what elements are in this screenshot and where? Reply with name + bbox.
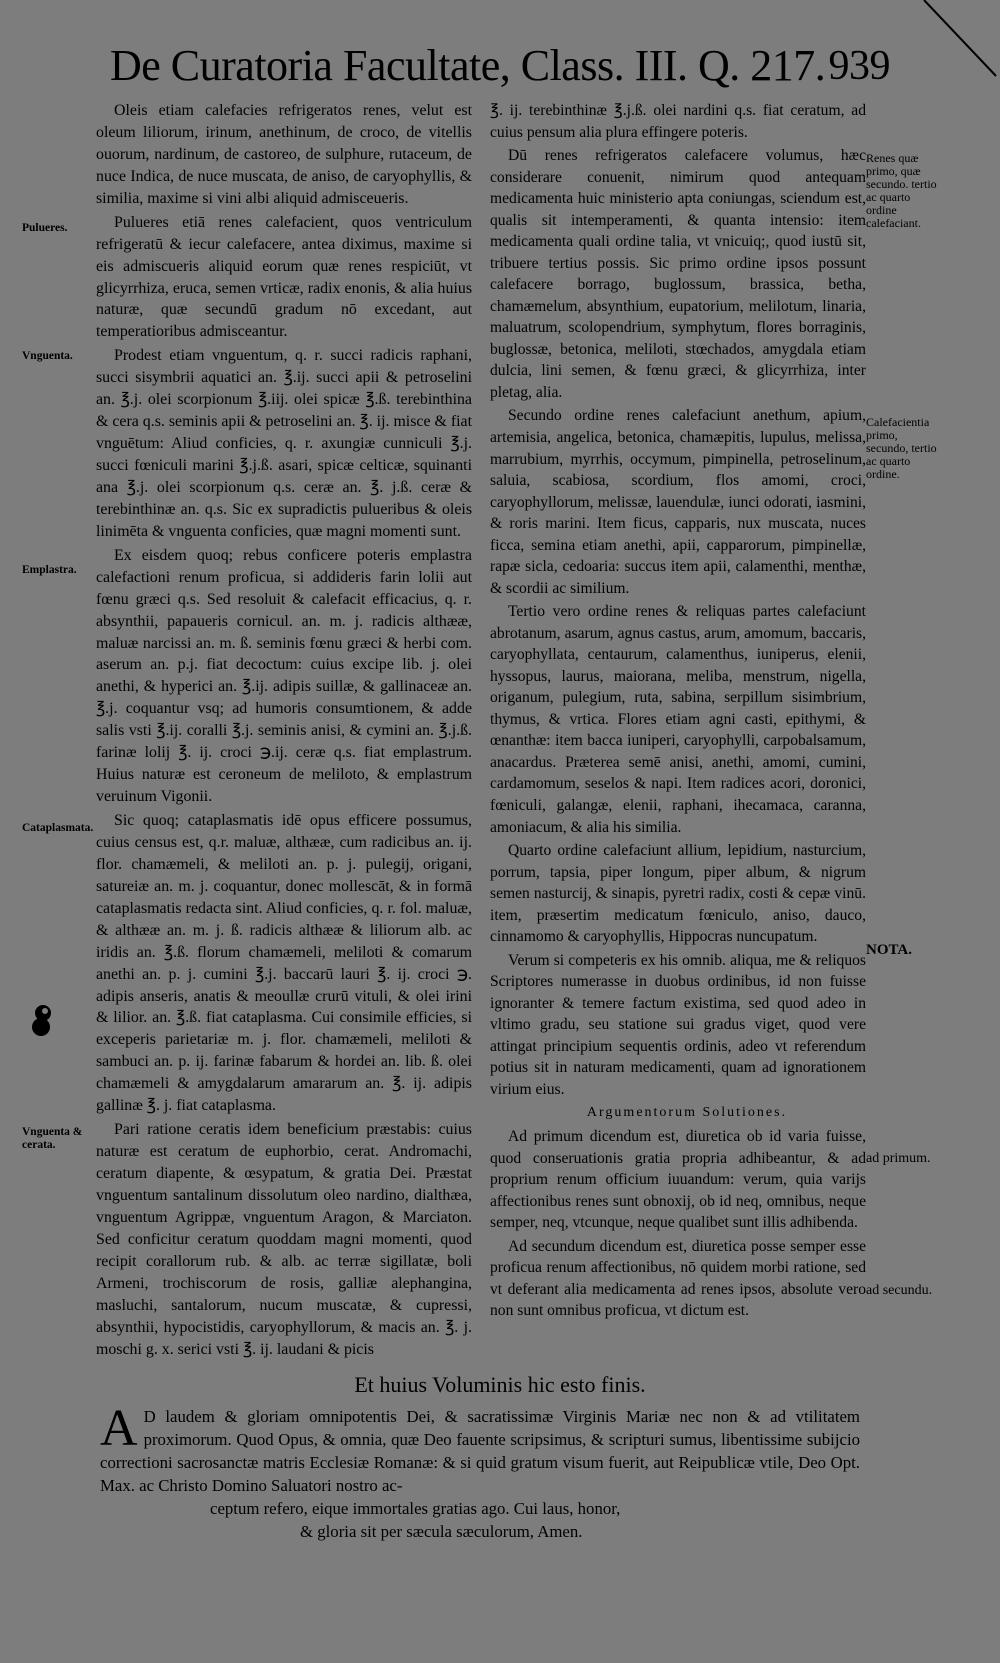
volume-end-heading: Et huius Voluminis hic esto finis. [354,1372,646,1397]
paragraph: Secundo ordine renes calefaciunt anethum, apium, artemisia, angelica, betonica, chamæpitis, lupulus, melissa, marrubium, myrrhis, occymum, pimpinella, petroselinum, saluia, scabiosa, scordium, flos amomi, croci, caryophyllorum, melissæ, lauendulæ, iunci odorati, iasmini, & roris marini. Item ficus, capparis, nux muscata, nuces ficca, semina etiam anethi, apii, capparorum, pimpinellæ, rapæ sicla, cedoaria: succus item apii, calamenthi, menthæ, & scordii ac similium. [490,407,866,597]
paragraph: Pari ratione ceratis idem beneficium præstabis: cuius naturæ est ceratum de euphorbio, cerat. Andromachi, ceratum diapente, & œsypatum, & gratia Dei. Præstat vnguentum santalinum dissolutum oleo nardino, dialthæa, vnguentum Agrippæ, vnguentum Aragon, & Marciaton. Sed conficitur ceratum quoddam magni momenti, quod recipit corallorum rub. & alb. ac terræ sigillatæ, boli Armeni, trochiscorum de rosis, galliæ alephangina, masluchi, santalorum, nucum muscatæ, & cupressi, absynthii, hypocistidis, caryophyllorum, & macis an. ℥. j. moschi g. x. serici vsti ℥. ij. laudani & picis [96,1121,472,1358]
right-column [490,100,866,1324]
paragraph: Tertio vero ordine renes & reliquas partes calefaciunt abrotanum, asarum, agnus castus, arum, amomum, baccaris, caryophyllata, centaurum, calamenthus, iuniperus, elenii, hyssopus, laurus, maiorana, meliba, menstrum, nigella, origanum, pulegium, ruta, sabina, serpillum sisimbrium, thymus, & vrtica. Flores etiam agni casti, epithymi, & œnanthæ: item bacca iuniperi, caryophylli, carpobalsamum, anacardus. Præterea semē anisi, anethi, amomi, cumini, cardamomum, seselos & napi. Item radices acori, doronici, fœniculi, galangæ, elenii, raphani, ihecamaca, caranna, amoniacum, & alia his similia. [490,603,866,836]
left-column [96,100,472,1362]
page-number: 939 [828,43,890,89]
margin-note-ad-secundum: ad secundu. [866,1283,933,1298]
margin-note-renes: Renes quæ primo, quæ secundo. tertio ac quarto ordine calefaciant. [866,151,937,230]
page-title: De Curatoria Facultate, Class. III. Q. 217. [110,41,826,90]
margin-note-nota: NOTA. [866,942,912,958]
margin-note-calefacientia: Calefacientia primo, secundo, tertio ac quarto ordine. [866,415,937,481]
margin-note-vnguenta-cerata: Vnguenta & cerata. [22,1126,83,1151]
margin-note-ad-primum: ad primum. [866,1151,931,1166]
paragraph: Quarto ordine calefaciunt allium, lepidium, nasturcium, porrum, tapsia, piper longum, piper album, & nigrum semen nasturcij, & sinapis, pyretri radix, costi & cepæ vinū. item, præsertim medicatum fœniculo, aniso, dauco, cinnamomo & caryophyllis, Hippocras nuncupatum. [490,842,866,946]
paragraph: Ad secundum dicendum est, diuretica posse semper esse proficua renum affectionibus, nō quidem morbi ratione, sed vt deferant alia medicamenta ad renes ipsos, absolute vero non sunt omnibus proficua, vt dictum est. [490,1237,866,1320]
ornament-mark [26,1000,60,1038]
paragraph: Pulueres etiā renes calefacient, quos ventriculum refrigeratū & iecur calefacere, antea diximus, maxime si eis admiscueris aliquid eorum quæ renes respiciūt, vt glicyrrhiza, eruca, semen vrticæ, radix enonis, & alia huius naturæ, quæ secundū gradum nō excedant, aut temperatioribus admisceantur. [96,213,472,341]
paragraph: ℥. ij. terebinthinæ ℥.j.ß. olei nardini q.s. fiat ceratum, ad cuius pensum alia plura effingere poteris. [490,102,866,141]
margin-note-vnguenta: Vnguenta. [22,350,73,362]
page-edge-line [920,0,1000,80]
paragraph: Dū renes refrigeratos calefacere volumus, hæc considerare conuenit, nimirum quod antequam medicamenta huic ministerio apta coniungas, sciendum est, qualis sit intemperamenti, & quanta intensio: item medicamenta quali ordine talia, vt vnicuiq;, quod iustū sit, tribuere tertius possis. Sic primo ordine ipsos possunt calefacere borrago, buglossum, brassica, betha, chamæmelum, absynthium, eupatorium, melilotum, linaria, maluatrum, scolopendrium, symphytum, flores borraginis, buglossæ, betonica, meliloti, stœchados, amygdala etiam dulcia, lini semen, & fœnu græci, & glicyrrhiza, inter pletag, alia. [490,147,866,401]
paragraph: Verum si competeris ex his omnib. aliqua, me & reliquos Scriptores numerasse in duobus ordinibus, id non fuisse ignoranter & temere factum existima, sed quod adeo in vltimo gradu, seu statione sui gradus viget, quod vere attingat principium sequentis ordinis, adeo vt referendum potius sit in naturam medicamenti, quam ad ignorationem virium eius. [490,951,866,1098]
paragraph: Ex eisdem quoq; rebus conficere poteris emplastra calefactioni renum proficua, si addideris farin lolii aut fœnu græci q.s. Sed resoluit & calefacit efficacius, q. r. absynthii, papaueris cornicul. an. m. j. radicis althææ, maluæ narcissi an. m. ß. seminis fœnu græci & herbi com. aserum an. p.j. fiat decoctum: cuius excipe lib. j. olei anethi, & hyperici an. ℥.ij. adipis suillæ, & gallinaceæ an. ℥.j. coquantur vsq; ad humoris consumtionem, & adde salis vsti ℥.ij. coralli ℥.j. seminis anisi, & cymini an. ℥.j.ß. farinæ lolij ℥. ij. croci ℈.ij. ceræ q.s. fiat emplastrum. Huius naturæ est ceroneum de meliloto, & emplastrum veruinum Vigonii. [96,546,472,806]
paragraph: Oleis etiam calefacies refrigeratos renes, velut est oleum liliorum, irinum, anethinum, de croco, de vitellis ouorum, nardinum, de castoreo, de sulphure, rutaceum, de nuce Indica, de nuce muscata, de aniso, de caryophyllis, & similia, maxime si vini albi aliquid admisceueris. [96,102,472,207]
paragraph: Sic quoq; cataplasmatis idē opus efficere possumus, cuius census est, q.r. maluæ, althææ, cum radicibus an. ij. flor. chamæmeli, & meliloti an. p. j. pulegij, origani, satureiæ an. m. j. coquantur, donec mollescāt, & in formā cataplasmatis redacta sint. Aliud conficies, q. r. fol. maluæ, & althææ an. m. j. ß. radicis althææ & liliorum alb. ac iridis an. ℥.ß. florum chamæmeli, meliloti & comarum anethi an. p. j. cumini ℥.j. baccarū lauri ℥. ij. croci ℈. adipis anseris, anatis & meoullæ crurū vituli, & olei irini & lilior. an. ℥.ß. fiat cataplasma. Cui consimile efficies, si exceperis parietariæ m. j. flor. chamæmeli, meliloti & sambuci an. p. ij. farinæ fabarum & hordei an. lib. ß. olei chamæmeli & amygdalarum amararum an. ℥. ij. adipis gallinæ ℥. j. fiat cataplasma. [96,812,472,1115]
paragraph: Ad primum dicendum est, diuretica ob id varia fuisse, quod conseruationis gratia propria adhibeantur, & ad proprium renum officium iuuandum: verum, quia varijs affectionibus renes sunt obnoxij, ob id neq, omnibus, neque semper, neq, vtcunque, neque qualibet sunt illis adhibenda. [490,1127,866,1232]
colophon [100,1400,860,1543]
section-heading: Argumentorum Solutiones. [586,1105,788,1121]
colophon-line: ceptum refero, eique immortales gratias ago. Cui laus, honor, [210,1499,621,1518]
margin-note-emplastra: Emplastra. [22,564,77,576]
drop-cap: A [100,1400,138,1457]
margin-note-pulueres: Pulueres. [22,222,68,234]
running-header [110,40,890,92]
margin-note-cataplasmata: Cataplasmata. [22,822,94,834]
colophon-line: & gloria sit per sæcula sæculorum, Amen. [300,1522,583,1541]
colophon-line: D laudem & gloriam omnipotentis Dei, & sacratissimæ Virginis Mariæ nec non & ad vtilitatem proximorum. Quod Opus, & omnia, quæ Deo fauente scripsimus, & scripturi sumus, libentissime subijcio correctioni sacrosanctæ matris Ecclesiæ Romanæ: & si quid gratum visum fuerit, aut Reipublicæ vtile, Deo Opt. Max. ac Christo Domino Saluatori nostro ac- [100,1407,860,1495]
paragraph: Prodest etiam vnguentum, q. r. succi radicis raphani, succi sisymbrii aquatici an. ℥.ij. succi apii & petroselini an. ℥.j. olei scorpionum ℥.iij. olei spicæ ℥.ß. terebinthina & cera q.s. seminis apii & petroselini an. ℥. ij. misce & fiat vnguētum: Aliud conficies, q. r. axungiæ cunniculi ℥.j. succi fœniculi marini ℥.j.ß. asari, spicæ celticæ, squinanti ana ℥.j. olei scorpionum q.s. ceræ an. ℥. j.ß. ceræ & terebinthinæ an. q.s. Sic ex supradictis pulueribus & oleis linimēta & vnguenta conficies, quæ magni momenti sunt. [96,347,472,540]
